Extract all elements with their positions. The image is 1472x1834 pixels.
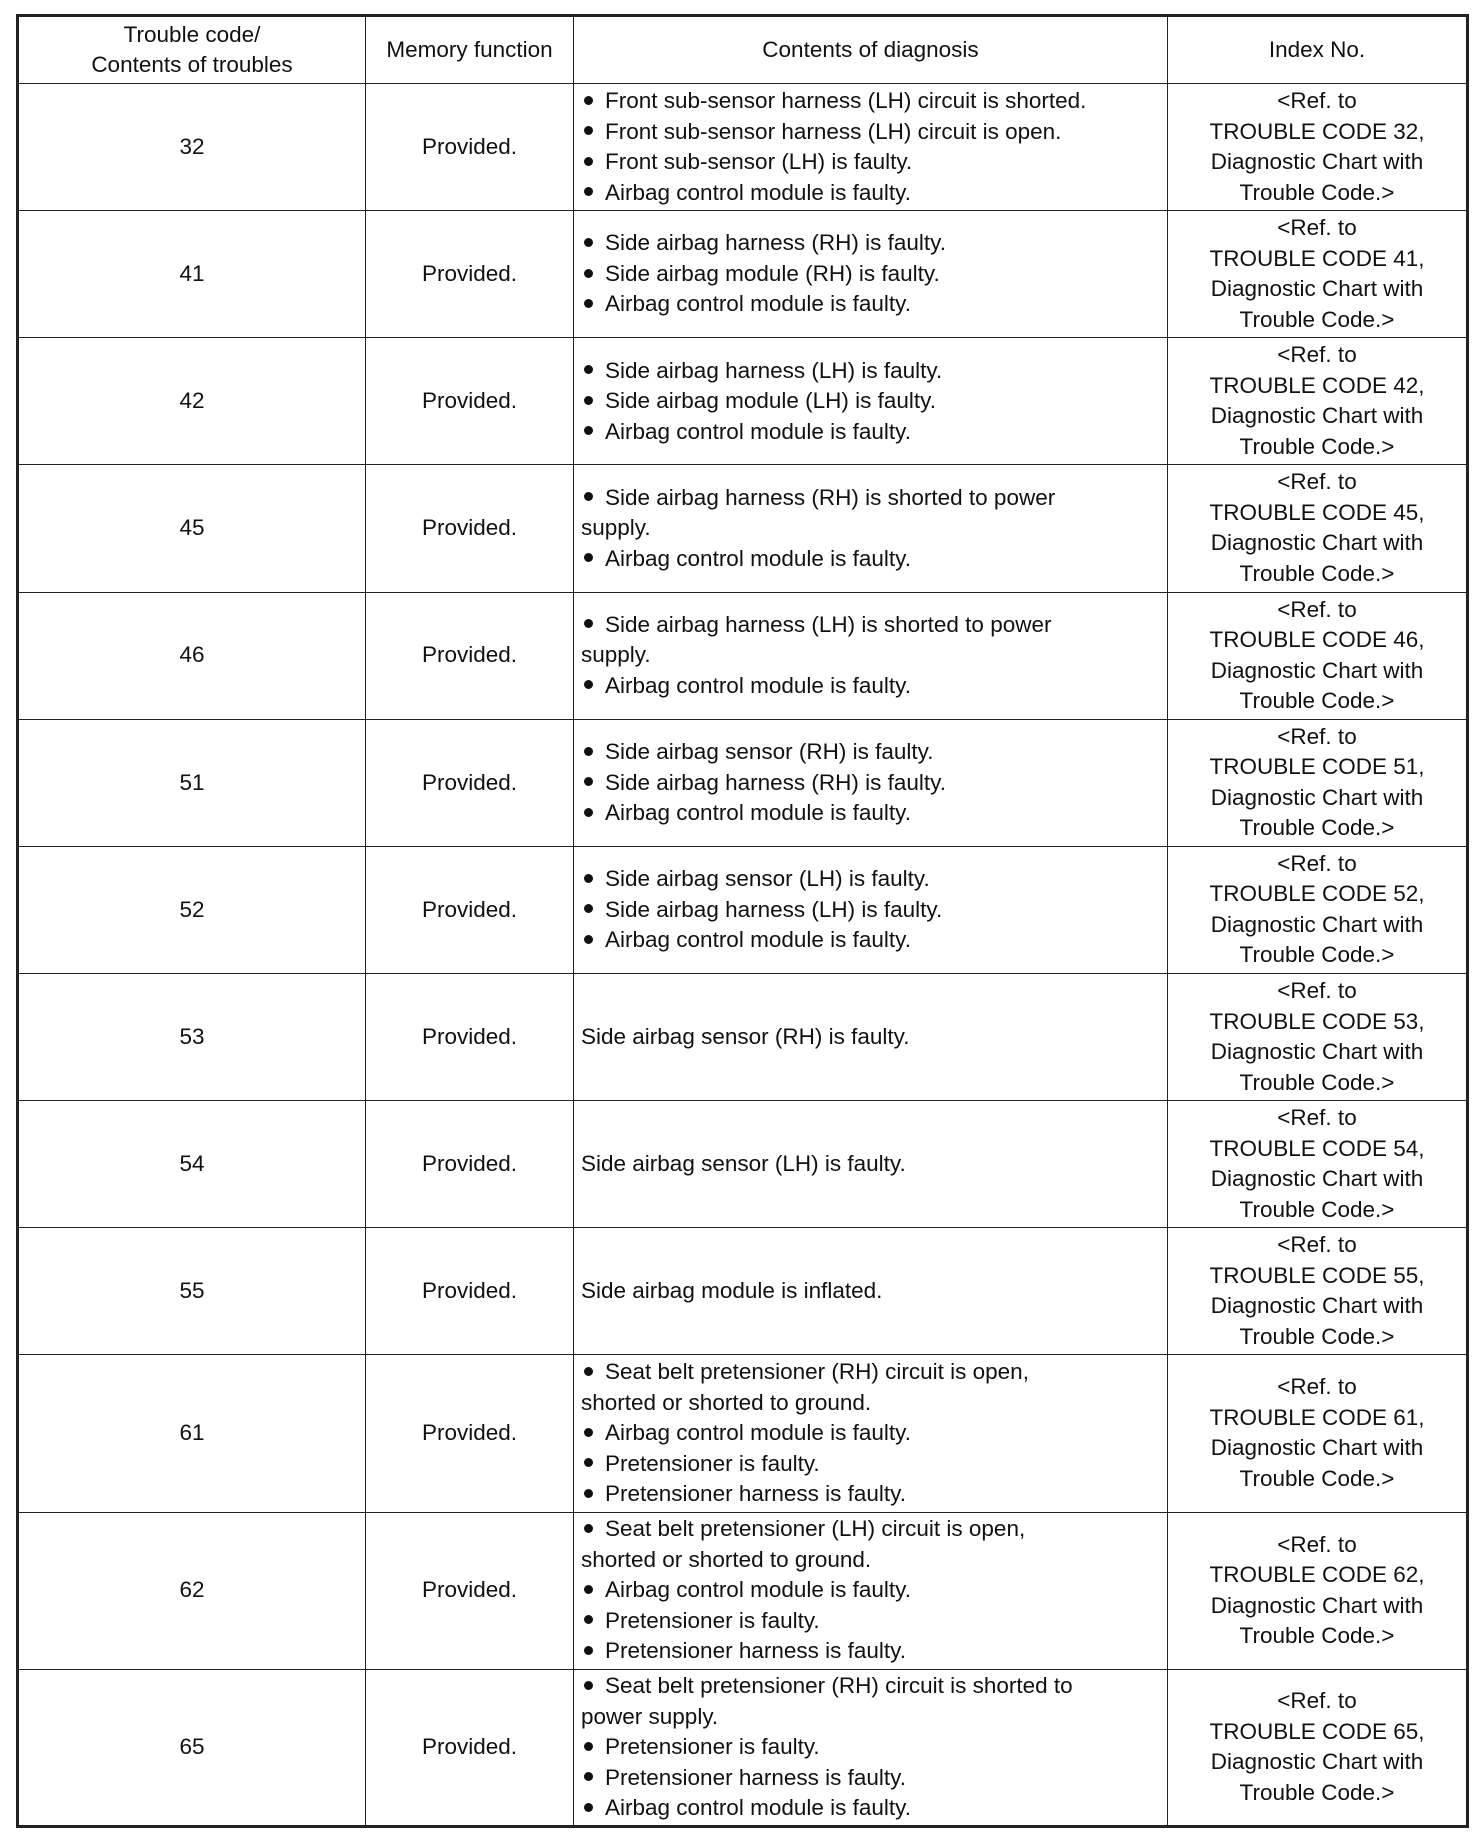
diagnosis-text: Front sub-sensor harness (LH) circuit is shorted.: [605, 88, 1087, 114]
index-reference-line: <Ref. to: [1277, 850, 1357, 876]
bullet-icon: [584, 1646, 593, 1655]
index-reference-line: Trouble Code.>: [1239, 815, 1395, 841]
diagnosis-cell: [574, 592, 1168, 719]
diagnosis-cell: [574, 338, 1168, 465]
diagnosis-bullet-item: [581, 483, 1163, 514]
diagnosis-text: Airbag control module is faulty.: [605, 1420, 911, 1446]
diagnosis-text-line: [581, 640, 1163, 671]
index-no-cell: [1168, 719, 1468, 846]
index-reference-line: Trouble Code.>: [1239, 560, 1395, 586]
memory-function-cell: Provided.: [366, 846, 574, 973]
index-reference-line: <Ref. to: [1277, 723, 1357, 749]
diagnosis-text: Airbag control module is faulty.: [605, 291, 911, 317]
index-reference-line: Diagnostic Chart with: [1210, 149, 1424, 175]
diagnosis-text: Side airbag sensor (RH) is faulty.: [581, 1023, 910, 1049]
bullet-icon: [584, 1458, 593, 1467]
trouble-code-cell: 32: [18, 84, 366, 211]
bullet-icon: [584, 808, 593, 817]
index-reference-line: TROUBLE CODE 65,: [1209, 1718, 1425, 1744]
index-reference-line: Diagnostic Chart with: [1210, 911, 1424, 937]
table-row: [18, 338, 1468, 465]
diagnosis-bullet-item: [581, 386, 1163, 417]
index-reference-line: Trouble Code.>: [1239, 942, 1395, 968]
diagnosis-text: Side airbag sensor (LH) is faulty.: [605, 866, 930, 892]
diagnosis-cell: [574, 84, 1168, 211]
index-reference-line: Trouble Code.>: [1239, 1196, 1395, 1222]
diagnosis-text: Front sub-sensor (LH) is faulty.: [605, 149, 913, 175]
diagnosis-bullet-item: [581, 1357, 1163, 1388]
diagnosis-cell: [574, 973, 1168, 1100]
bullet-icon: [584, 96, 593, 105]
index-no-cell: [1168, 1101, 1468, 1228]
diagnosis-bullet-item: [581, 1763, 1163, 1794]
bullet-icon: [584, 126, 593, 135]
index-reference-line: <Ref. to: [1277, 1531, 1357, 1557]
diagnosis-text: Airbag control module is faulty.: [605, 545, 911, 571]
index-reference-line: Diagnostic Chart with: [1210, 1166, 1424, 1192]
diagnosis-cell: [574, 465, 1168, 592]
header-index-no: Index No.: [1168, 16, 1468, 84]
bullet-icon: [584, 1489, 593, 1498]
diagnosis-bullet-item: [581, 798, 1163, 829]
memory-function-cell: Provided.: [366, 1355, 574, 1512]
table-row: [18, 1101, 1468, 1228]
diagnosis-text: Side airbag harness (LH) is faulty.: [605, 357, 943, 383]
index-reference-line: Trouble Code.>: [1239, 179, 1395, 205]
diagnosis-bullet-item: [581, 1671, 1163, 1702]
index-reference-line: TROUBLE CODE 54,: [1209, 1135, 1425, 1161]
diagnosis-text-line: [581, 1388, 1163, 1419]
diagnosis-text: Side airbag harness (RH) is faulty.: [605, 769, 946, 795]
diagnosis-text-line: [581, 1149, 1163, 1180]
memory-function-cell: Provided.: [366, 1228, 574, 1355]
table-row: [18, 1355, 1468, 1512]
memory-function-cell: Provided.: [366, 1101, 574, 1228]
index-reference-line: Diagnostic Chart with: [1210, 1592, 1424, 1618]
diagnosis-bullet-item: [581, 610, 1163, 641]
diagnosis-bullet-item: [581, 671, 1163, 702]
index-reference-line: Diagnostic Chart with: [1210, 1039, 1424, 1065]
index-no-cell: [1168, 84, 1468, 211]
trouble-code-cell: 42: [18, 338, 366, 465]
index-reference-line: Trouble Code.>: [1239, 1323, 1395, 1349]
trouble-code-cell: 41: [18, 211, 366, 338]
index-no-cell: [1168, 592, 1468, 719]
diagnosis-text: Pretensioner is faulty.: [605, 1607, 820, 1633]
diagnosis-text-line: [581, 513, 1163, 544]
index-reference-line: <Ref. to: [1277, 978, 1357, 1004]
bullet-icon: [584, 1585, 593, 1594]
bullet-icon: [584, 1428, 593, 1437]
diagnosis-bullet-item: [581, 417, 1163, 448]
diagnosis-text: supply.: [581, 642, 651, 668]
trouble-code-cell: 61: [18, 1355, 366, 1512]
index-no-cell: [1168, 846, 1468, 973]
memory-function-cell: Provided.: [366, 1512, 574, 1669]
diagnosis-text: Pretensioner harness is faulty.: [605, 1764, 906, 1790]
header-contents-of-diagnosis: Contents of diagnosis: [574, 16, 1168, 84]
memory-function-cell: Provided.: [366, 592, 574, 719]
diagnosis-text: Seat belt pretensioner (RH) circuit is open,: [605, 1359, 1029, 1385]
diagnosis-text: Side airbag harness (RH) is faulty.: [605, 230, 946, 256]
diagnosis-text-line: [581, 1545, 1163, 1576]
diagnosis-text-line: [581, 1276, 1163, 1307]
diagnosis-bullet-item: [581, 259, 1163, 290]
index-reference-line: <Ref. to: [1277, 469, 1357, 495]
diagnosis-text: Side airbag harness (RH) is shorted to power: [605, 484, 1056, 510]
index-reference-line: Trouble Code.>: [1239, 1069, 1395, 1095]
index-reference-line: Diagnostic Chart with: [1210, 784, 1424, 810]
diagnosis-bullet-item: [581, 768, 1163, 799]
index-reference-line: Trouble Code.>: [1239, 1779, 1395, 1805]
bullet-icon: [584, 187, 593, 196]
index-no-cell: [1168, 465, 1468, 592]
diagnosis-text-line: [581, 1702, 1163, 1733]
diagnosis-cell: [574, 211, 1168, 338]
memory-function-cell: Provided.: [366, 84, 574, 211]
bullet-icon: [584, 1367, 593, 1376]
diagnosis-bullet-item: [581, 356, 1163, 387]
index-reference-line: TROUBLE CODE 32,: [1209, 118, 1425, 144]
bullet-icon: [584, 269, 593, 278]
diagnosis-text: Side airbag module (LH) is faulty.: [605, 388, 936, 414]
trouble-code-cell: 53: [18, 973, 366, 1100]
diagnosis-bullet-item: [581, 147, 1163, 178]
diagnosis-text: Pretensioner harness is faulty.: [605, 1481, 906, 1507]
trouble-code-cell: 62: [18, 1512, 366, 1669]
index-reference-line: TROUBLE CODE 42,: [1209, 372, 1425, 398]
index-reference-line: Diagnostic Chart with: [1210, 530, 1424, 556]
diagnosis-bullet-item: [581, 178, 1163, 209]
trouble-code-cell: 52: [18, 846, 366, 973]
diagnosis-cell: [574, 1512, 1168, 1669]
index-reference-line: Trouble Code.>: [1239, 1623, 1395, 1649]
diagnosis-bullet-item: [581, 1636, 1163, 1667]
bullet-icon: [584, 747, 593, 756]
diagnosis-text: Seat belt pretensioner (RH) circuit is shorted to: [605, 1673, 1073, 1699]
index-reference-line: TROUBLE CODE 61,: [1209, 1404, 1425, 1430]
diagnosis-cell: [574, 1669, 1168, 1826]
trouble-code-cell: 46: [18, 592, 366, 719]
diagnosis-bullet-item: [581, 737, 1163, 768]
bullet-icon: [584, 396, 593, 405]
diagnosis-text: Pretensioner harness is faulty.: [605, 1638, 906, 1664]
diagnosis-text: Side airbag harness (LH) is shorted to power: [605, 611, 1052, 637]
diagnosis-bullet-item: [581, 1793, 1163, 1824]
index-reference-line: Trouble Code.>: [1239, 306, 1395, 332]
index-reference-line: TROUBLE CODE 46,: [1209, 627, 1425, 653]
diagnosis-text: shorted or shorted to ground.: [581, 1389, 872, 1415]
diagnosis-bullet-item: [581, 86, 1163, 117]
diagnosis-text: Airbag control module is faulty.: [605, 1577, 911, 1603]
diagnosis-text: Front sub-sensor harness (LH) circuit is open.: [605, 118, 1062, 144]
diagnosis-cell: [574, 1101, 1168, 1228]
index-reference-line: Diagnostic Chart with: [1210, 1435, 1424, 1461]
trouble-code-cell: 54: [18, 1101, 366, 1228]
bullet-icon: [584, 904, 593, 913]
diagnosis-bullet-item: [581, 1514, 1163, 1545]
table-header-row: [18, 16, 1468, 84]
index-reference-line: Diagnostic Chart with: [1210, 1293, 1424, 1319]
index-reference-line: TROUBLE CODE 55,: [1209, 1262, 1425, 1288]
bullet-icon: [584, 1615, 593, 1624]
diagnosis-cell: [574, 846, 1168, 973]
bullet-icon: [584, 777, 593, 786]
index-reference-line: Diagnostic Chart with: [1210, 657, 1424, 683]
diagnosis-bullet-item: [581, 117, 1163, 148]
bullet-icon: [584, 492, 593, 501]
diagnosis-text: Side airbag sensor (LH) is faulty.: [581, 1150, 906, 1176]
diagnosis-text: Pretensioner is faulty.: [605, 1734, 820, 1760]
index-reference-line: TROUBLE CODE 45,: [1209, 499, 1425, 525]
bullet-icon: [584, 1803, 593, 1812]
diagnosis-text: Airbag control module is faulty.: [605, 179, 911, 205]
table-row: [18, 465, 1468, 592]
table-row: [18, 973, 1468, 1100]
index-no-cell: [1168, 338, 1468, 465]
index-no-cell: [1168, 1228, 1468, 1355]
memory-function-cell: Provided.: [366, 338, 574, 465]
index-reference-line: Trouble Code.>: [1239, 433, 1395, 459]
diagnosis-text: Pretensioner is faulty.: [605, 1450, 820, 1476]
memory-function-cell: Provided.: [366, 1669, 574, 1826]
index-reference-line: <Ref. to: [1277, 88, 1357, 114]
diagnosis-cell: [574, 1228, 1168, 1355]
diagnosis-text: supply.: [581, 515, 651, 541]
diagnosis-bullet-item: [581, 864, 1163, 895]
trouble-code-table: [16, 14, 1469, 1828]
index-no-cell: [1168, 1355, 1468, 1512]
diagnosis-text: Airbag control module is faulty.: [605, 927, 911, 953]
index-no-cell: [1168, 1669, 1468, 1826]
index-no-cell: [1168, 973, 1468, 1100]
trouble-code-cell: 45: [18, 465, 366, 592]
bullet-icon: [584, 1681, 593, 1690]
header-memory-function: Memory function: [366, 16, 574, 84]
index-reference-line: <Ref. to: [1277, 596, 1357, 622]
diagnosis-text: power supply.: [581, 1703, 719, 1729]
index-reference-line: TROUBLE CODE 52,: [1209, 881, 1425, 907]
trouble-code-cell: 65: [18, 1669, 366, 1826]
memory-function-cell: Provided.: [366, 719, 574, 846]
trouble-code-cell: 51: [18, 719, 366, 846]
bullet-icon: [584, 619, 593, 628]
index-reference-line: Trouble Code.>: [1239, 688, 1395, 714]
bullet-icon: [584, 299, 593, 308]
index-reference-line: <Ref. to: [1277, 215, 1357, 241]
diagnosis-bullet-item: [581, 1418, 1163, 1449]
bullet-icon: [584, 935, 593, 944]
index-reference-line: <Ref. to: [1277, 1688, 1357, 1714]
trouble-code-cell: 55: [18, 1228, 366, 1355]
bullet-icon: [584, 874, 593, 883]
diagnosis-bullet-item: [581, 1606, 1163, 1637]
diagnosis-text: Seat belt pretensioner (LH) circuit is open,: [605, 1516, 1026, 1542]
table-row: [18, 1669, 1468, 1826]
memory-function-cell: Provided.: [366, 211, 574, 338]
diagnosis-text: Airbag control module is faulty.: [605, 672, 911, 698]
diagnosis-text: Side airbag module is inflated.: [581, 1278, 883, 1304]
index-reference-line: Diagnostic Chart with: [1210, 276, 1424, 302]
diagnosis-cell: [574, 719, 1168, 846]
diagnosis-bullet-item: [581, 1575, 1163, 1606]
index-reference-line: TROUBLE CODE 53,: [1209, 1008, 1425, 1034]
bullet-icon: [584, 1742, 593, 1751]
diagnosis-bullet-item: [581, 895, 1163, 926]
header-trouble-code: [18, 16, 366, 84]
bullet-icon: [584, 680, 593, 689]
diagnosis-bullet-item: [581, 1732, 1163, 1763]
diagnosis-bullet-item: [581, 925, 1163, 956]
index-reference-line: TROUBLE CODE 41,: [1209, 245, 1425, 271]
memory-function-cell: Provided.: [366, 973, 574, 1100]
table-body: [18, 84, 1468, 1827]
diagnosis-bullet-item: [581, 228, 1163, 259]
index-no-cell: [1168, 211, 1468, 338]
diagnosis-text: shorted or shorted to ground.: [581, 1546, 872, 1572]
bullet-icon: [584, 238, 593, 247]
diagnosis-text: Airbag control module is faulty.: [605, 1795, 911, 1821]
index-reference-line: <Ref. to: [1277, 1105, 1357, 1131]
index-no-cell: [1168, 1512, 1468, 1669]
bullet-icon: [584, 1524, 593, 1533]
diagnosis-bullet-item: [581, 1479, 1163, 1510]
table-row: [18, 1228, 1468, 1355]
table-row: [18, 846, 1468, 973]
bullet-icon: [584, 365, 593, 374]
diagnosis-text-line: [581, 1022, 1163, 1053]
bullet-icon: [584, 1772, 593, 1781]
diagnosis-text: Airbag control module is faulty.: [605, 418, 911, 444]
diagnosis-bullet-item: [581, 1449, 1163, 1480]
diagnosis-cell: [574, 1355, 1168, 1512]
index-reference-line: TROUBLE CODE 62,: [1209, 1562, 1425, 1588]
index-reference-line: Trouble Code.>: [1239, 1465, 1395, 1491]
index-reference-line: <Ref. to: [1277, 1232, 1357, 1258]
diagnosis-text: Side airbag module (RH) is faulty.: [605, 260, 940, 286]
index-reference-line: Diagnostic Chart with: [1210, 1749, 1424, 1775]
diagnosis-text: Airbag control module is faulty.: [605, 800, 911, 826]
index-reference-line: <Ref. to: [1277, 1374, 1357, 1400]
bullet-icon: [584, 426, 593, 435]
diagnosis-bullet-item: [581, 289, 1163, 320]
header-trouble-code-line-1: Trouble code/: [123, 21, 261, 47]
diagnosis-bullet-item: [581, 544, 1163, 575]
table-row: [18, 1512, 1468, 1669]
diagnosis-text: Side airbag sensor (RH) is faulty.: [605, 739, 934, 765]
index-reference-line: Diagnostic Chart with: [1210, 403, 1424, 429]
bullet-icon: [584, 157, 593, 166]
index-reference-line: TROUBLE CODE 51,: [1209, 754, 1425, 780]
index-reference-line: <Ref. to: [1277, 342, 1357, 368]
bullet-icon: [584, 553, 593, 562]
diagnosis-text: Side airbag harness (LH) is faulty.: [605, 896, 943, 922]
table-row: [18, 719, 1468, 846]
memory-function-cell: Provided.: [366, 465, 574, 592]
table-row: [18, 592, 1468, 719]
table-row: [18, 84, 1468, 211]
table-row: [18, 211, 1468, 338]
header-trouble-code-line-2: Contents of troubles: [91, 52, 293, 77]
